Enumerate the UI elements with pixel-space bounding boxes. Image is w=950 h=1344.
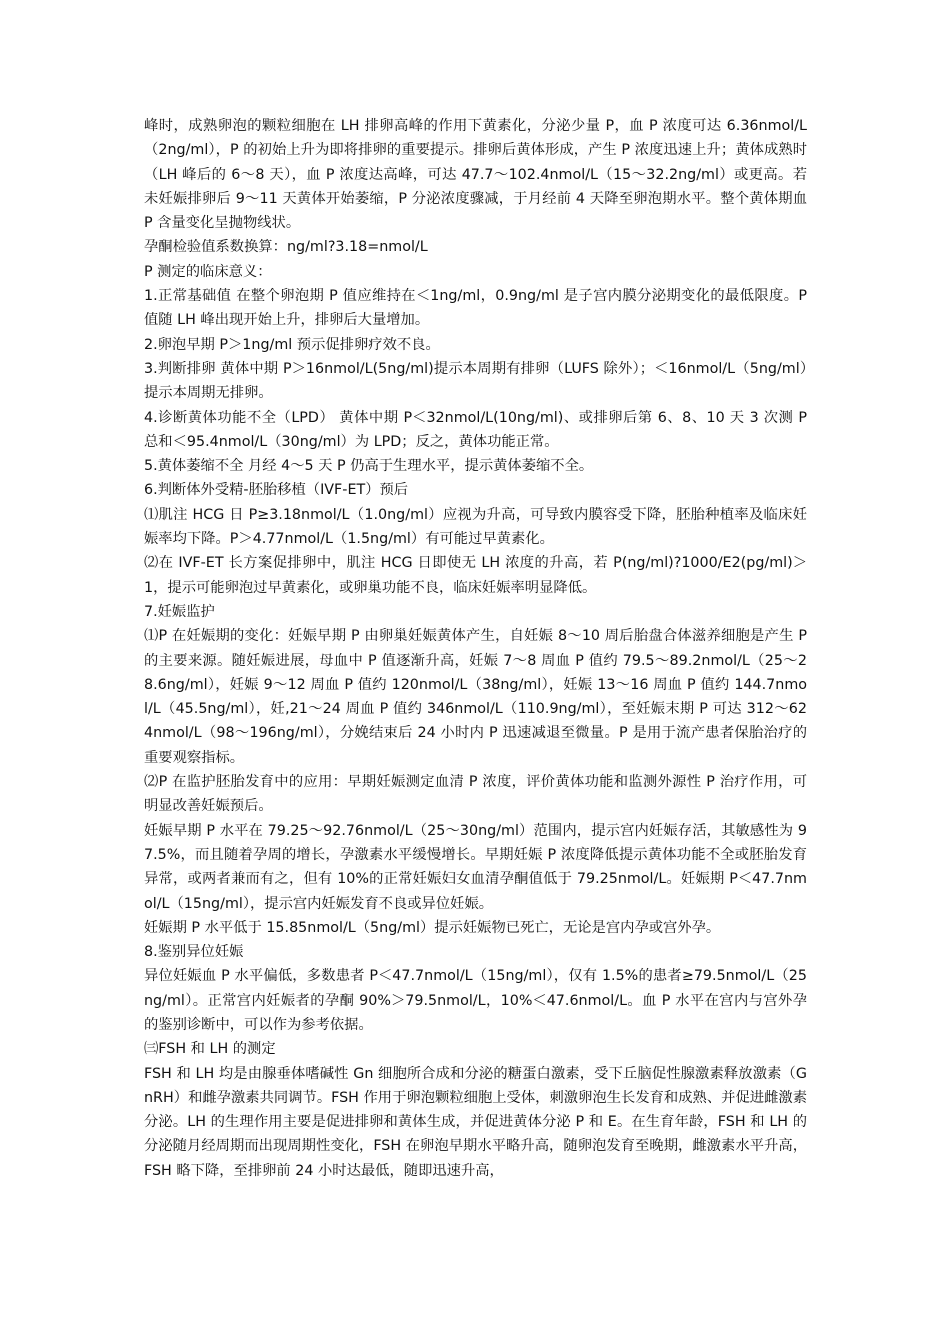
document-page [144, 114, 807, 1183]
paragraph-section-fsh-lh-heading: ㈢FSH 和 LH 的测定 [144, 1041, 276, 1058]
paragraph-item-1-baseline: 1.正常基础值 在整个卵泡期 P 值应维持在＜1ng/ml，0.9ng/ml 是子宫内膜分泌期变化的最低限度。P 值随 LH 峰出现开始上升，排卵后大量增加。 [144, 288, 807, 329]
paragraph-item-7-pregnancy-heading: 7.妊娠监护 [144, 603, 215, 620]
paragraph-item-6-ivf-et-heading: 6.判断体外受精-胚胎移植（IVF-ET）预后 [144, 482, 409, 499]
paragraph-item-8-ectopic-heading: 8.鉴别异位妊娠 [144, 944, 244, 961]
paragraph-lh-peak-progesterone: 峰时，成熟卵泡的颗粒细胞在 LH 排卵高峰的作用下黄素化，分泌少量 P，血 P 浓度可达 6.36nmol/L（2ng/ml），P 的初始上升为即将排卵的重要提示。排卵后黄体形成，产生 P 浓度迅速上升；黄体成熟时（LH 峰后的 6～8 天），血 P 浓度达高峰，可达 47.7～102.4nmol/L（15～32.2ng/ml）或更高。若未妊娠排卵后 9～11 天黄体开始萎缩，P 分泌浓度骤减，于月经前 4 天降至卵泡期水平。整个黄体期血 P 含量变化呈抛物线状。 [144, 118, 807, 232]
paragraph-item-7-sub-2: ⑵P 在监护胚胎发育中的应用：早期妊娠测定血清 P 浓度，评价黄体功能和监测外源性 P 治疗作用，可明显改善妊娠预后。 [144, 774, 807, 815]
paragraph-item-6-sub-1: ⑴肌注 HCG 日 P≥3.18nmol/L（1.0ng/ml）应视为升高，可导致内膜容受下降，胚胎种植率及临床妊娠率均下降。P＞4.77nmol/L（1.5ng/ml）有可能过早黄素化。 [144, 506, 807, 548]
paragraph-item-7-sub-1: ⑴P 在妊娠期的变化：妊娠早期 P 由卵巢妊娠黄体产生，自妊娠 8～10 周后胎盘合体滋养细胞是产生 P 的主要来源。随妊娠进展，母血中 P 值逐渐升高，妊娠 7～8 周血 P 值约 79.5～89.2nmol/L（25～28.6ng/ml），妊娠 9～12 周血 P 值约 120nmol/L（38ng/ml），妊娠 13～16 周血 P 值约 144.7nmol/L（45.5ng/ml），妊,21～24 周血 P 值约 346nmol/L（110.9ng/ml），至妊娠末期 P 可达 312～624nmol/L（98～196ng/ml），分娩结束后 24 小时内 P 迅速减退至微量。P 是用于流产患者保胎治疗的重要观察指标。 [144, 628, 807, 766]
paragraph-conversion-factor: 孕酮检验值系数换算：ng/ml?3.18=nmol/L [144, 239, 428, 256]
paragraph-item-5-luteal-atrophy: 5.黄体萎缩不全 月经 4～5 天 P 仍高于生理水平，提示黄体萎缩不全。 [144, 458, 594, 475]
paragraph-pregnancy-death: 妊娠期 P 水平低于 15.85nmol/L（5ng/ml）提示妊娠物已死亡，无论是宫内孕或宫外孕。 [144, 919, 721, 936]
paragraph-item-3-ovulation: 3.判断排卵 黄体中期 P＞16nmol/L(5ng/ml)提示本周期有排卵（LUFS 除外）；＜16nmol/L（5ng/ml）提示本周期无排卵。 [144, 360, 807, 402]
paragraph-ectopic-details: 异位妊娠血 P 水平偏低，多数患者 P＜47.7nmol/L（15ng/ml），仅有 1.5%的患者≥79.5nmol/L（25ng/ml）。正常宫内妊娠者的孕酮 90%＞79.5nmol/L，10%＜47.6nmol/L。血 P 水平在宫内与宫外孕的鉴别诊断中，可以作为参考依据。 [144, 968, 807, 1033]
paragraph-item-4-lpd: 4.诊断黄体功能不全（LPD） 黄体中期 P＜32nmol/L(10ng/ml)、或排卵后第 6、8、10 天 3 次测 P 总和＜95.4nmol/L（30ng/ml）为 LPD；反之，黄体功能正常。 [144, 409, 807, 450]
paragraph-fsh-lh-details: FSH 和 LH 均是由腺垂体嗜碱性 Gn 细胞所合成和分泌的糖蛋白激素，受下丘脑促性腺激素释放激素（GnRH）和雌孕激素共同调节。FSH 作用于卵泡颗粒细胞上受体，刺激卵泡生长发育和成熟、并促进雌激素分泌。LH 的生理作用主要是促进排卵和黄体生成，并促进黄体分泌 P 和 E。在生育年龄，FSH 和 LH 的分泌随月经周期而出现周期性变化，FSH 在卵泡早期水平略升高，随卵泡发育至晚期，雌激素水平升高，FSH 略下降，至排卵前 24 小时达最低，随即迅速升高， [144, 1065, 807, 1179]
paragraph-clinical-significance-heading: P 测定的临床意义： [144, 263, 272, 280]
paragraph-item-2-early-follicular: 2.卵泡早期 P＞1ng/ml 预示促排卵疗效不良。 [144, 336, 440, 353]
paragraph-item-6-sub-2: ⑵在 IVF-ET 长方案促排卵中，肌注 HCG 日即使无 LH 浓度的升高，若 P(ng/ml)?1000/E2(pg/ml)＞1，提示可能卵泡过早黄素化，或卵巢功能不良，临床妊娠率明显降低。 [144, 555, 807, 596]
paragraph-early-pregnancy-level: 妊娠早期 P 水平在 79.25～92.76nmol/L（25～30ng/ml）范围内，提示宫内妊娠存活，其敏感性为 97.5%，而且随着孕周的增长，孕激素水平缓慢增长。早期妊娠 P 浓度降低提示黄体功能不全或胚胎发育异常，或两者兼而有之，但有 10%的正常妊娠妇女血清孕酮值低于 79.25nmol/L。妊娠期 P＜47.7nmol/L（15ng/ml），提示宫内妊娠发育不良或异位妊娠。 [144, 822, 807, 912]
